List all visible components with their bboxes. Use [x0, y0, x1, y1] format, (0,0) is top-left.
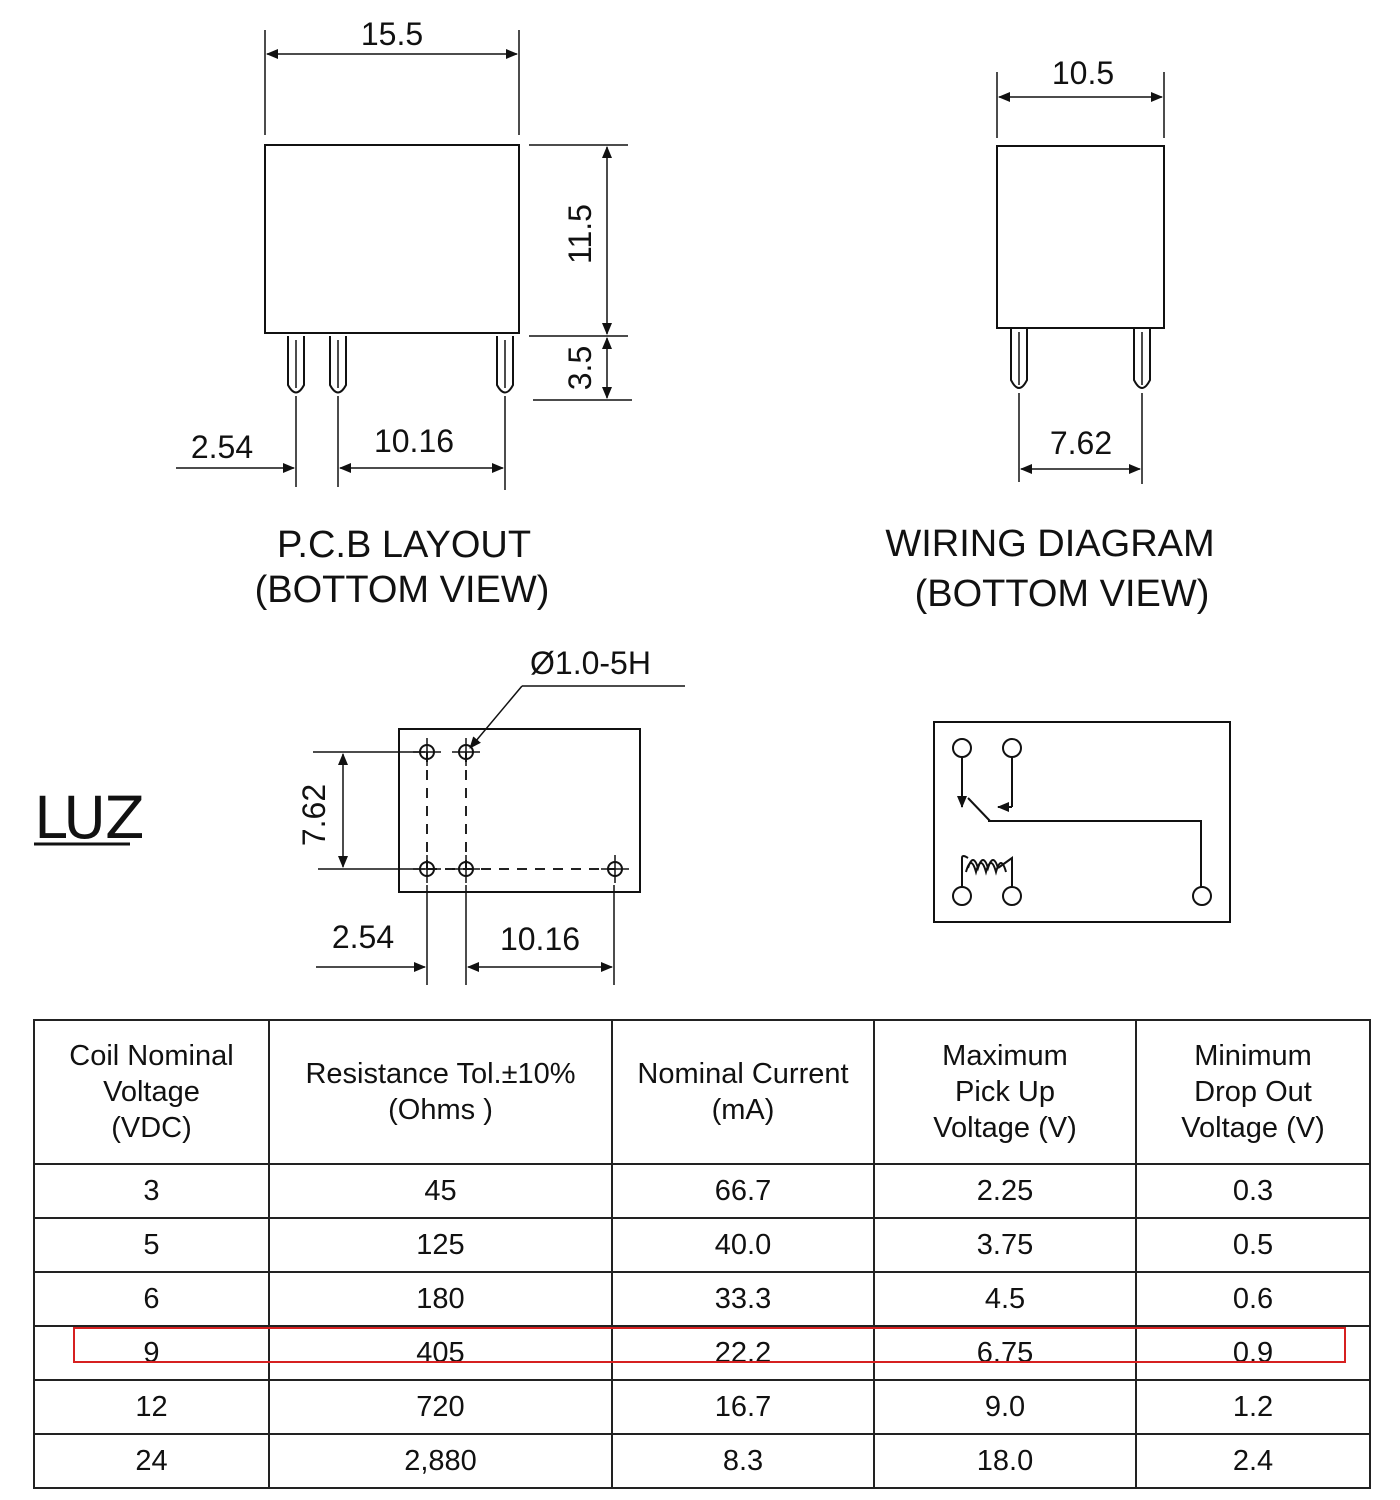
dim-side-pin-spacing-label: 7.62	[1049, 425, 1113, 461]
cell-voltage: 3	[34, 1164, 269, 1218]
header-nominal-current	[612, 1020, 874, 1164]
pcb-caption-line1: P.C.B LAYOUT	[276, 524, 532, 566]
footprint-holes	[413, 738, 629, 883]
cell-resistance: 45	[269, 1164, 612, 1218]
cell-current: 8.3	[612, 1434, 874, 1488]
header-resistance	[269, 1020, 612, 1164]
wiring-caption-line2: (BOTTOM VIEW)	[914, 573, 1210, 615]
cell-voltage: 12	[34, 1380, 269, 1434]
relay-body-side	[997, 146, 1164, 328]
cell-voltage: 6	[34, 1272, 269, 1326]
table-row	[34, 1434, 1370, 1488]
coil-terminal-1	[953, 887, 971, 905]
pcb-caption-line2: (BOTTOM VIEW)	[254, 569, 550, 611]
dim-pitch-left-label: 2.54	[190, 429, 254, 465]
cell-voltage: 9	[34, 1326, 269, 1380]
header-min-dropout-voltage	[1136, 1020, 1370, 1164]
header-line: Resistance Tol.±10%	[305, 1058, 576, 1090]
coil-terminal-2	[1003, 887, 1021, 905]
table-row	[34, 1218, 1370, 1272]
header-line: (mA)	[711, 1094, 775, 1126]
cell-dropout: 0.9	[1136, 1326, 1370, 1380]
pcb-layout-drawing	[176, 16, 632, 611]
table-row	[34, 1164, 1370, 1218]
header-line: Nominal Current	[637, 1058, 849, 1090]
model-label: LUZ	[34, 784, 145, 852]
table-header-row	[34, 1020, 1370, 1164]
cell-current: 22.2	[612, 1326, 874, 1380]
dim-pitch-right-label: 10.16	[373, 423, 455, 459]
cell-dropout: 0.3	[1136, 1164, 1370, 1218]
armature	[968, 798, 990, 821]
cell-dropout: 0.5	[1136, 1218, 1370, 1272]
header-max-pickup-voltage	[874, 1020, 1136, 1164]
cell-resistance: 180	[269, 1272, 612, 1326]
hole-spec-label: Ø1.0-5H	[530, 645, 651, 681]
cell-resistance: 405	[269, 1326, 612, 1380]
cell-resistance: 2,880	[269, 1434, 612, 1488]
relay-schematic	[934, 722, 1230, 922]
common-terminal	[1193, 887, 1211, 905]
header-coil-nominal-voltage	[34, 1020, 269, 1164]
cell-current: 16.7	[612, 1380, 874, 1434]
cell-pickup: 18.0	[874, 1434, 1136, 1488]
cell-dropout: 1.2	[1136, 1380, 1370, 1434]
pcb-pins	[288, 336, 513, 393]
header-line: Maximum	[942, 1040, 1068, 1072]
common-lead	[988, 821, 1201, 887]
header-line: Voltage (V)	[1181, 1112, 1325, 1144]
cell-dropout: 0.6	[1136, 1272, 1370, 1326]
nc-terminal	[953, 739, 971, 757]
header-line: Coil Nominal	[69, 1040, 234, 1072]
relay-body-front	[265, 145, 519, 333]
dim-hole-pitch-left-label: 2.54	[331, 919, 395, 955]
table-row	[34, 1272, 1370, 1326]
cell-resistance: 125	[269, 1218, 612, 1272]
dim-vertical-label: 7.62	[296, 783, 332, 847]
header-line: Voltage (V)	[933, 1112, 1077, 1144]
wiring-caption-line1: WIRING DIAGRAM	[885, 523, 1215, 565]
cell-dropout: 2.4	[1136, 1434, 1370, 1488]
header-line: Minimum	[1194, 1040, 1312, 1072]
cell-voltage: 24	[34, 1434, 269, 1488]
dim-pin-length-label: 3.5	[562, 345, 598, 391]
dim-width-label: 15.5	[360, 16, 424, 52]
header-line: Drop Out	[1194, 1076, 1312, 1108]
side-pins	[1011, 328, 1150, 388]
side-view-drawing	[885, 55, 1214, 615]
no-terminal	[1003, 739, 1021, 757]
cell-resistance: 720	[269, 1380, 612, 1434]
cell-pickup: 3.75	[874, 1218, 1136, 1272]
cell-pickup: 4.5	[874, 1272, 1136, 1326]
cell-voltage: 5	[34, 1218, 269, 1272]
cell-pickup: 6.75	[874, 1326, 1136, 1380]
header-line: (Ohms )	[388, 1094, 493, 1126]
dim-hole-pitch-right-label: 10.16	[499, 921, 581, 957]
cell-current: 40.0	[612, 1218, 874, 1272]
header-line: Pick Up	[955, 1076, 1055, 1108]
cell-pickup: 9.0	[874, 1380, 1136, 1434]
coil-spec-table	[33, 1019, 1371, 1489]
cell-pickup: 2.25	[874, 1164, 1136, 1218]
header-line: (VDC)	[111, 1112, 192, 1144]
footprint-outline	[399, 729, 640, 892]
dim-height-label: 11.5	[562, 204, 598, 264]
cell-current: 33.3	[612, 1272, 874, 1326]
header-line: Voltage	[103, 1076, 200, 1108]
hole-layout-drawing	[34, 645, 685, 985]
table-row	[34, 1380, 1370, 1434]
table-row-highlighted	[34, 1326, 1370, 1380]
dim-side-width-label: 10.5	[1051, 55, 1115, 91]
cell-current: 66.7	[612, 1164, 874, 1218]
